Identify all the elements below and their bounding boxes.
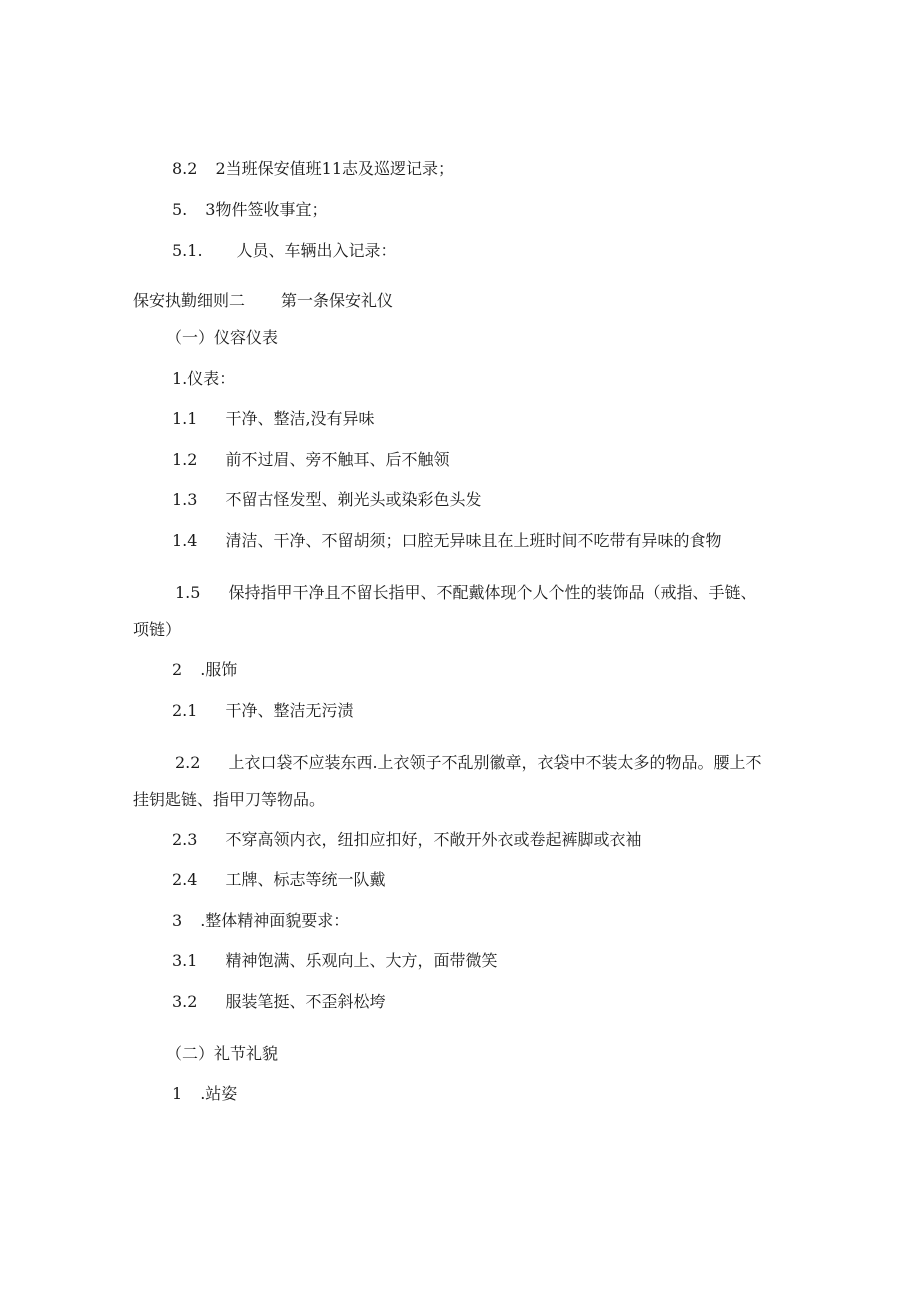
heading-subtitle: 第一条保安礼仪 xyxy=(281,291,394,310)
list-item xyxy=(175,582,756,604)
list-item xyxy=(172,158,454,180)
item-number: 2 xyxy=(172,660,183,679)
item-text: 干净、整洁,没有异味 xyxy=(225,409,375,428)
item-number: 3.2 xyxy=(172,992,198,1011)
list-item-continuation xyxy=(133,789,325,811)
list-item xyxy=(172,449,449,471)
item-text: 服装笔挺、不歪斜松垮 xyxy=(225,992,386,1011)
item-text: 不留古怪发型、剃光头或染彩色头发 xyxy=(225,490,482,509)
list-item xyxy=(172,869,385,891)
item-text: 工牌、标志等统一队戴 xyxy=(225,870,386,889)
list-item xyxy=(172,1083,237,1105)
list-item xyxy=(172,489,481,511)
item-number: 2.4 xyxy=(172,870,198,889)
item-text: 不穿高领内衣，纽扣应扣好，不敞开外衣或卷起裤脚或衣袖 xyxy=(225,830,642,849)
item-text: 干净、整洁无污渍 xyxy=(225,701,354,720)
item-text: 前不过眉、旁不触耳、后不触领 xyxy=(225,450,450,469)
item-number: 5.1. xyxy=(172,241,203,260)
item-number: 8.2 xyxy=(172,159,198,178)
list-item xyxy=(172,659,237,681)
item-text: 项链） xyxy=(133,620,182,639)
list-item xyxy=(172,368,235,390)
item-text: 1.仪表： xyxy=(172,369,236,388)
item-number: 1.1 xyxy=(172,409,198,428)
item-number: 1.5 xyxy=(175,583,201,602)
list-item-continuation xyxy=(133,619,181,641)
list-item xyxy=(175,752,762,774)
item-text: 保持指甲干净且不留长指甲、不配戴体现个人个性的装饰品（戒指、手链、 xyxy=(228,583,757,602)
list-item xyxy=(172,199,327,221)
list-item xyxy=(172,240,397,262)
item-text: （一）仪容仪表 xyxy=(166,328,279,347)
list-item xyxy=(172,950,497,972)
item-text: （二）礼节礼貌 xyxy=(166,1044,279,1063)
subsection-heading xyxy=(166,1043,278,1065)
item-text: .站姿 xyxy=(200,1084,238,1103)
item-text: 挂钥匙链、指甲刀等物品。 xyxy=(133,790,326,809)
item-number: 1.2 xyxy=(172,450,198,469)
item-text: 精神饱满、乐观向上、大方，面带微笑 xyxy=(225,951,498,970)
item-text: 清洁、干净、不留胡须；口腔无异味且在上班时间不吃带有异味的食物 xyxy=(225,531,722,550)
list-item xyxy=(172,829,641,851)
item-number: 3.1 xyxy=(172,951,198,970)
item-number: 2.3 xyxy=(172,830,198,849)
list-item xyxy=(172,910,349,932)
list-item xyxy=(172,991,385,1013)
subsection-heading xyxy=(166,327,278,349)
item-text: .服饰 xyxy=(200,660,238,679)
section-heading xyxy=(133,290,393,312)
heading-title: 保安执勤细则二 xyxy=(133,291,246,310)
item-number: 5. xyxy=(172,200,188,219)
item-number: 1.3 xyxy=(172,490,198,509)
list-item xyxy=(172,530,721,552)
item-number: 1.4 xyxy=(172,531,198,550)
item-number: 3 xyxy=(172,911,183,930)
list-item xyxy=(172,408,375,430)
item-number: 2.2 xyxy=(175,753,201,772)
item-text: 人员、车辆出入记录： xyxy=(236,241,397,260)
item-number: 2.1 xyxy=(172,701,198,720)
item-number: 1 xyxy=(172,1084,183,1103)
item-text: 3物件签收事宜； xyxy=(205,200,328,219)
list-item xyxy=(172,700,353,722)
item-text: 2当班保安值班11志及巡逻记录； xyxy=(215,159,454,178)
item-text: .整体精神面貌要求： xyxy=(200,911,350,930)
item-text: 上衣口袋不应装东西.上衣领子不乱别徽章，衣袋中不装太多的物品。腰上不 xyxy=(228,753,762,772)
